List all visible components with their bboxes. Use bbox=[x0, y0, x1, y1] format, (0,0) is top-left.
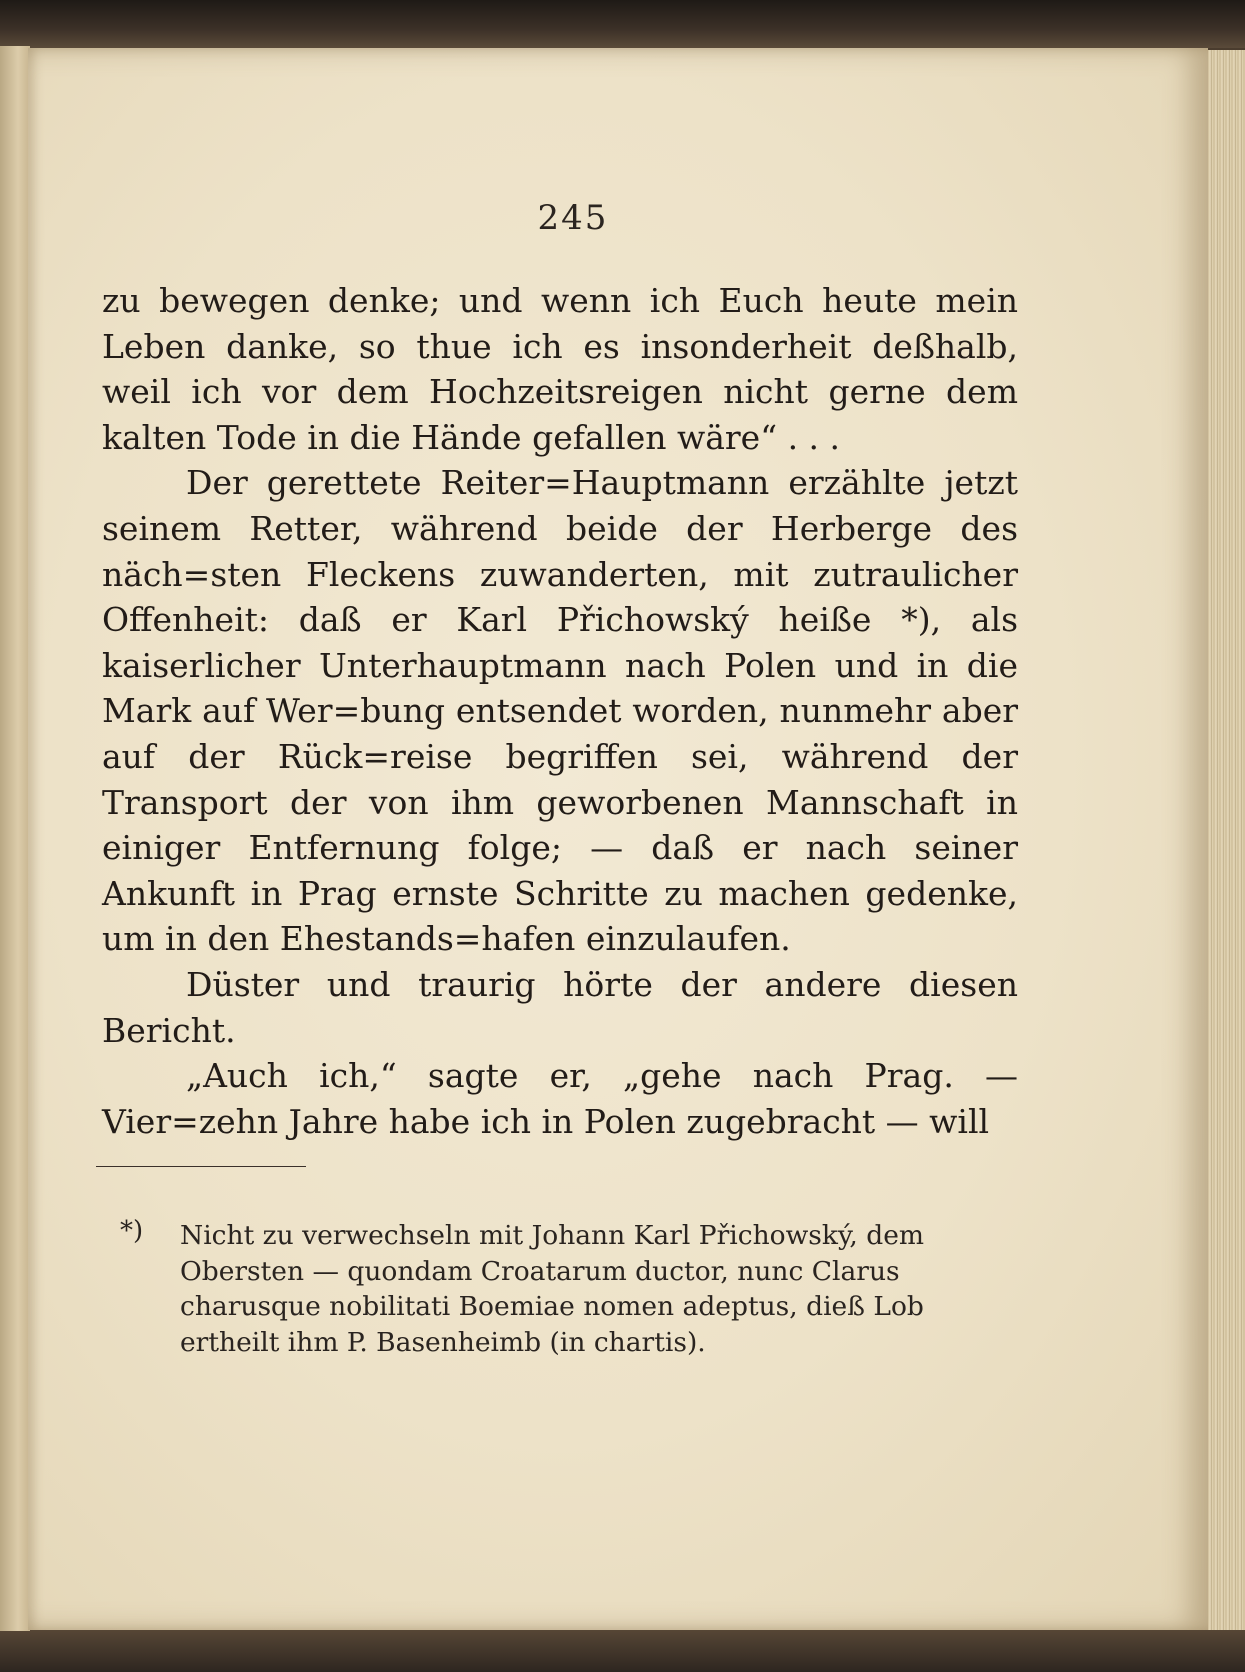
paragraph: Der gerettete Reiter=Hauptmann erzählte jetzt seinem Retter, während beide der Herberge des näch=sten Fleckens zuwanderten, mit zutraulicher Offenheit: daß er Karl Přichowský heiße *), als kaiserlicher Unterhauptmann nach Polen und in die Mark auf Wer=bung entsendet worden, nunmehr aber auf der Rück=reise begriffen sei, während der Transport der von ihm geworbenen Mannschaft in einiger Entfernung folge; — daß er nach seiner Ankunft in Prag ernste Schritte zu machen gedenke, um in den Ehestands=hafen einzulaufen. bbox=[102, 463, 1018, 959]
page-number: 245 bbox=[537, 198, 609, 238]
footnote-text: Nicht zu verwechseln mit Johann Karl Přichowský, dem Obersten — quondam Croatarum ductor, nunc Clarus charusque nobilitati Boemiae nomen adeptus, dieß Lob ertheilt ihm P. Basenheimb (in chartis). bbox=[180, 1220, 925, 1358]
book-cover-bottom-edge bbox=[0, 1625, 1245, 1672]
paragraph: „Auch ich,“ sagte er, „gehe nach Prag. — Vier=zehn Jahre habe ich in Polen zugebracht — will bbox=[102, 1056, 1018, 1141]
paragraph: Düster und traurig hörte der andere diesen Bericht. bbox=[102, 964, 1018, 1050]
previous-page-edge bbox=[0, 46, 30, 1631]
footnote-marker: *) bbox=[120, 1216, 144, 1246]
book-page bbox=[28, 48, 1208, 1630]
paragraph-continuation: zu bewegen denke; und wenn ich Euch heute mein Leben danke, so thue ich es insonderheit deßhalb, weil ich vor dem Hochzeitsreigen nicht gerne dem kalten Tode in die Hände gefallen wäre“ . . . bbox=[102, 281, 1018, 457]
main-text-block bbox=[102, 278, 1018, 1144]
footnote bbox=[120, 1216, 1018, 1360]
book-cover-top-edge bbox=[0, 0, 1245, 48]
footnote-separator-rule bbox=[96, 1166, 306, 1167]
